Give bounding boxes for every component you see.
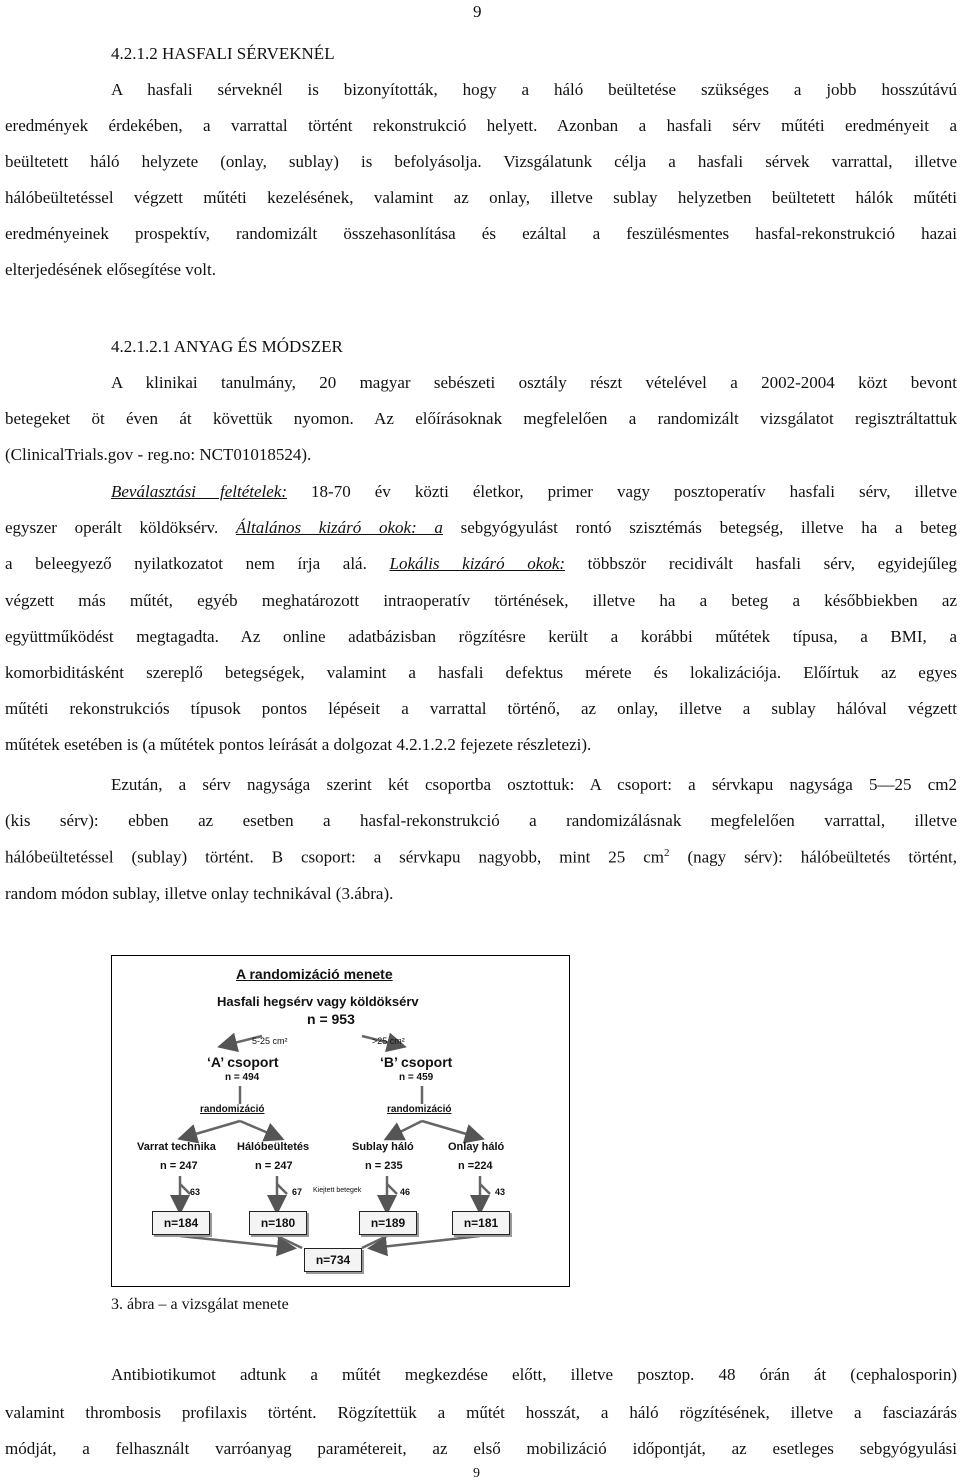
flowchart-subtitle: Hasfali hegsérv vagy köldöksérv [217, 994, 419, 1009]
para5-line2: valamint thrombosis profilaxis történt. Rögzítettük a műtét hosszát, a háló rögzítésének, illetve a fasciazárás [5, 1403, 957, 1422]
left-size-label: 5-25 cm² [252, 1036, 288, 1046]
arm-n-mesh: n = 247 [255, 1160, 293, 1172]
section-heading-anyag: 4.2.1.2.1 ANYAG ÉS MÓDSZER [111, 337, 343, 356]
page-number-top: 9 [473, 2, 482, 21]
para4-line3-a: hálóbeültetéssel (sublay) történt. B csoport: a sérvkapu nagyobb, mint 25 cm [5, 847, 665, 867]
flowchart-total: n = 953 [307, 1011, 355, 1027]
group-b-n: n = 459 [399, 1072, 434, 1083]
excluded-onlay: 43 [495, 1187, 506, 1197]
group-a-n: n = 494 [225, 1072, 260, 1083]
excluded-suture: 63 [190, 1187, 201, 1197]
arm-n-sublay: n = 235 [365, 1160, 403, 1172]
general-exclusion-label: Általános kizáró okok: a [235, 518, 443, 537]
para5-line3: módját, a felhasznált varróanyag paramétereit, az első mobilizáció időpontját, az esetleges sebgyógyulási [5, 1439, 957, 1458]
local-exclusion-label: Lokális kizáró okok: [389, 554, 566, 573]
para2-line3: (ClinicalTrials.gov - reg.no: NCT01018524). [5, 445, 312, 464]
para1-line6: elterjedésének elősegítése volt. [5, 260, 216, 279]
excluded-sublay: 46 [400, 1187, 411, 1197]
arm-label-mesh: Hálóbeültetés [237, 1141, 310, 1153]
section-heading-hasfali: 4.2.1.2 HASFALI SÉRVEKNÉL [111, 44, 335, 63]
para3-line3 [5, 554, 957, 574]
final-box-suture: n=184 [152, 1211, 210, 1235]
para5-line1: Antibiotikumot adtunk a műtét megkezdése előtt, illetve posztop. 48 órán át (cephalosporin) [111, 1365, 957, 1384]
para3-line6: komorbiditásként szereplő betegségek, valamint a hasfali defektus mérete és lokalizációja. Előírtuk az egyes [5, 663, 957, 682]
group-a-label: ‘A’ csoport [207, 1054, 279, 1070]
para1-line5: eredményeinek prospektív, randomizált összehasonlítása és ezáltal a feszülésmentes hasfal-rekonstrukció hazai [5, 224, 957, 243]
arm-n-suture: n = 247 [160, 1160, 198, 1172]
excluded-mesh: 67 [292, 1187, 303, 1197]
para3-line3-text: a beleegyező nyilatkozatot nem írja alá. [5, 554, 390, 573]
flowchart-title: A randomizáció menete [236, 966, 393, 982]
para4-line3 [5, 847, 957, 868]
para3-line7: műtéti rekonstrukciós típusok pontos lépéseit a varrattal történő, az onlay, illetve a sublay hálóval végzett [5, 699, 957, 718]
para1-line2: eredmények érdekében, a varrattal történt rekonstrukció helyett. Azonban a hasfali sérv műtéti eredményeit a [5, 116, 957, 135]
para1-line3: beültetett háló helyzete (onlay, sublay) is befolyásolja. Vizsgálatunk célja a hasfali sérvek varrattal, illetve [5, 152, 957, 171]
para3-line4: végzett más műtét, egyéb meghatározott intraoperatív történések, illetve ha a beteg a későbbiekben az [5, 591, 957, 610]
para2-line2: betegeket öt éven át követtük nyomon. Az előírásoknak megfelelően a randomizált vizsgálatot regisztráltattuk [5, 409, 957, 428]
inclusion-criteria-label: Beválasztási feltételek: [111, 482, 288, 501]
randomization-left: randomizáció [200, 1104, 265, 1115]
group-b-label: ‘B’ csoport [380, 1054, 453, 1070]
para4-line3-b: (nagy sérv): hálóbeültetés történt, [669, 847, 957, 867]
figure-caption: 3. ábra – a vizsgálat menete [111, 1296, 289, 1313]
para2-line1: A klinikai tanulmány, 20 magyar sebészeti osztály részt vételével a 2002-2004 közt bevont [111, 373, 957, 392]
para3-line8: műtétek esetében is (a műtétek pontos leírását a dolgozat 4.2.1.2.2 fejezete részletezi). [5, 735, 592, 754]
para3-line5: együttműködést megtagadta. Az online adatbázisban rögzítésre került a korábbi műtétek típusa, a BMI, a [5, 627, 957, 646]
para1-line4: hálóbeültetéssel végzett műtéti kezelésének, valamint az onlay, illetve sublay helyzetben beültetett hálók műtéti [5, 188, 957, 207]
para3-line2 [5, 518, 957, 538]
superscript-2: 2 [664, 847, 670, 859]
randomization-right: randomizáció [387, 1104, 452, 1115]
randomization-flowchart [111, 955, 570, 1287]
para3-line1 [111, 482, 957, 502]
arm-n-onlay: n =224 [458, 1160, 493, 1172]
arm-label-sublay: Sublay háló [352, 1141, 414, 1153]
final-box-mesh: n=180 [249, 1211, 307, 1235]
arm-label-suture: Varrat technika [137, 1141, 216, 1153]
right-size-label: >25 cm² [372, 1036, 405, 1046]
excluded-patients-label: Kiejtett betegek [313, 1187, 362, 1194]
grand-total-box: n=734 [304, 1248, 362, 1272]
page-number-bottom: 9 [473, 1466, 480, 1481]
arm-label-onlay: Onlay háló [448, 1141, 505, 1153]
final-box-onlay: n=181 [452, 1211, 510, 1235]
para3-line2-text: egyszer operált köldöksérv. [5, 518, 236, 537]
para4-line2: (kis sérv): ebben az esetben a hasfal-rekonstrukció a randomizálásnak megfelelően varrattal, illetve [5, 811, 957, 830]
para4-line4: random módon sublay, illetve onlay technikával (3.ábra). [5, 884, 394, 903]
para1-line1: A hasfali sérveknél is bizonyították, hogy a háló beültetése szükséges a jobb hosszútávú [111, 80, 957, 99]
final-box-sublay: n=189 [359, 1211, 417, 1235]
para4-line1: Ezután, a sérv nagysága szerint két csoportba osztottuk: A csoport: a sérvkapu nagysága 5—25 cm2 [111, 775, 957, 794]
para3-line3-rest: többször recidivált hasfali sérv, egyidejűleg [565, 554, 957, 573]
para3-line2-rest: sebgyógyulást rontó szisztémás betegség, illetve ha a beteg [442, 518, 958, 537]
inclusion-criteria-text: 18-70 év közti életkor, primer vagy posztoperatív hasfali sérv, illetve [287, 482, 957, 501]
